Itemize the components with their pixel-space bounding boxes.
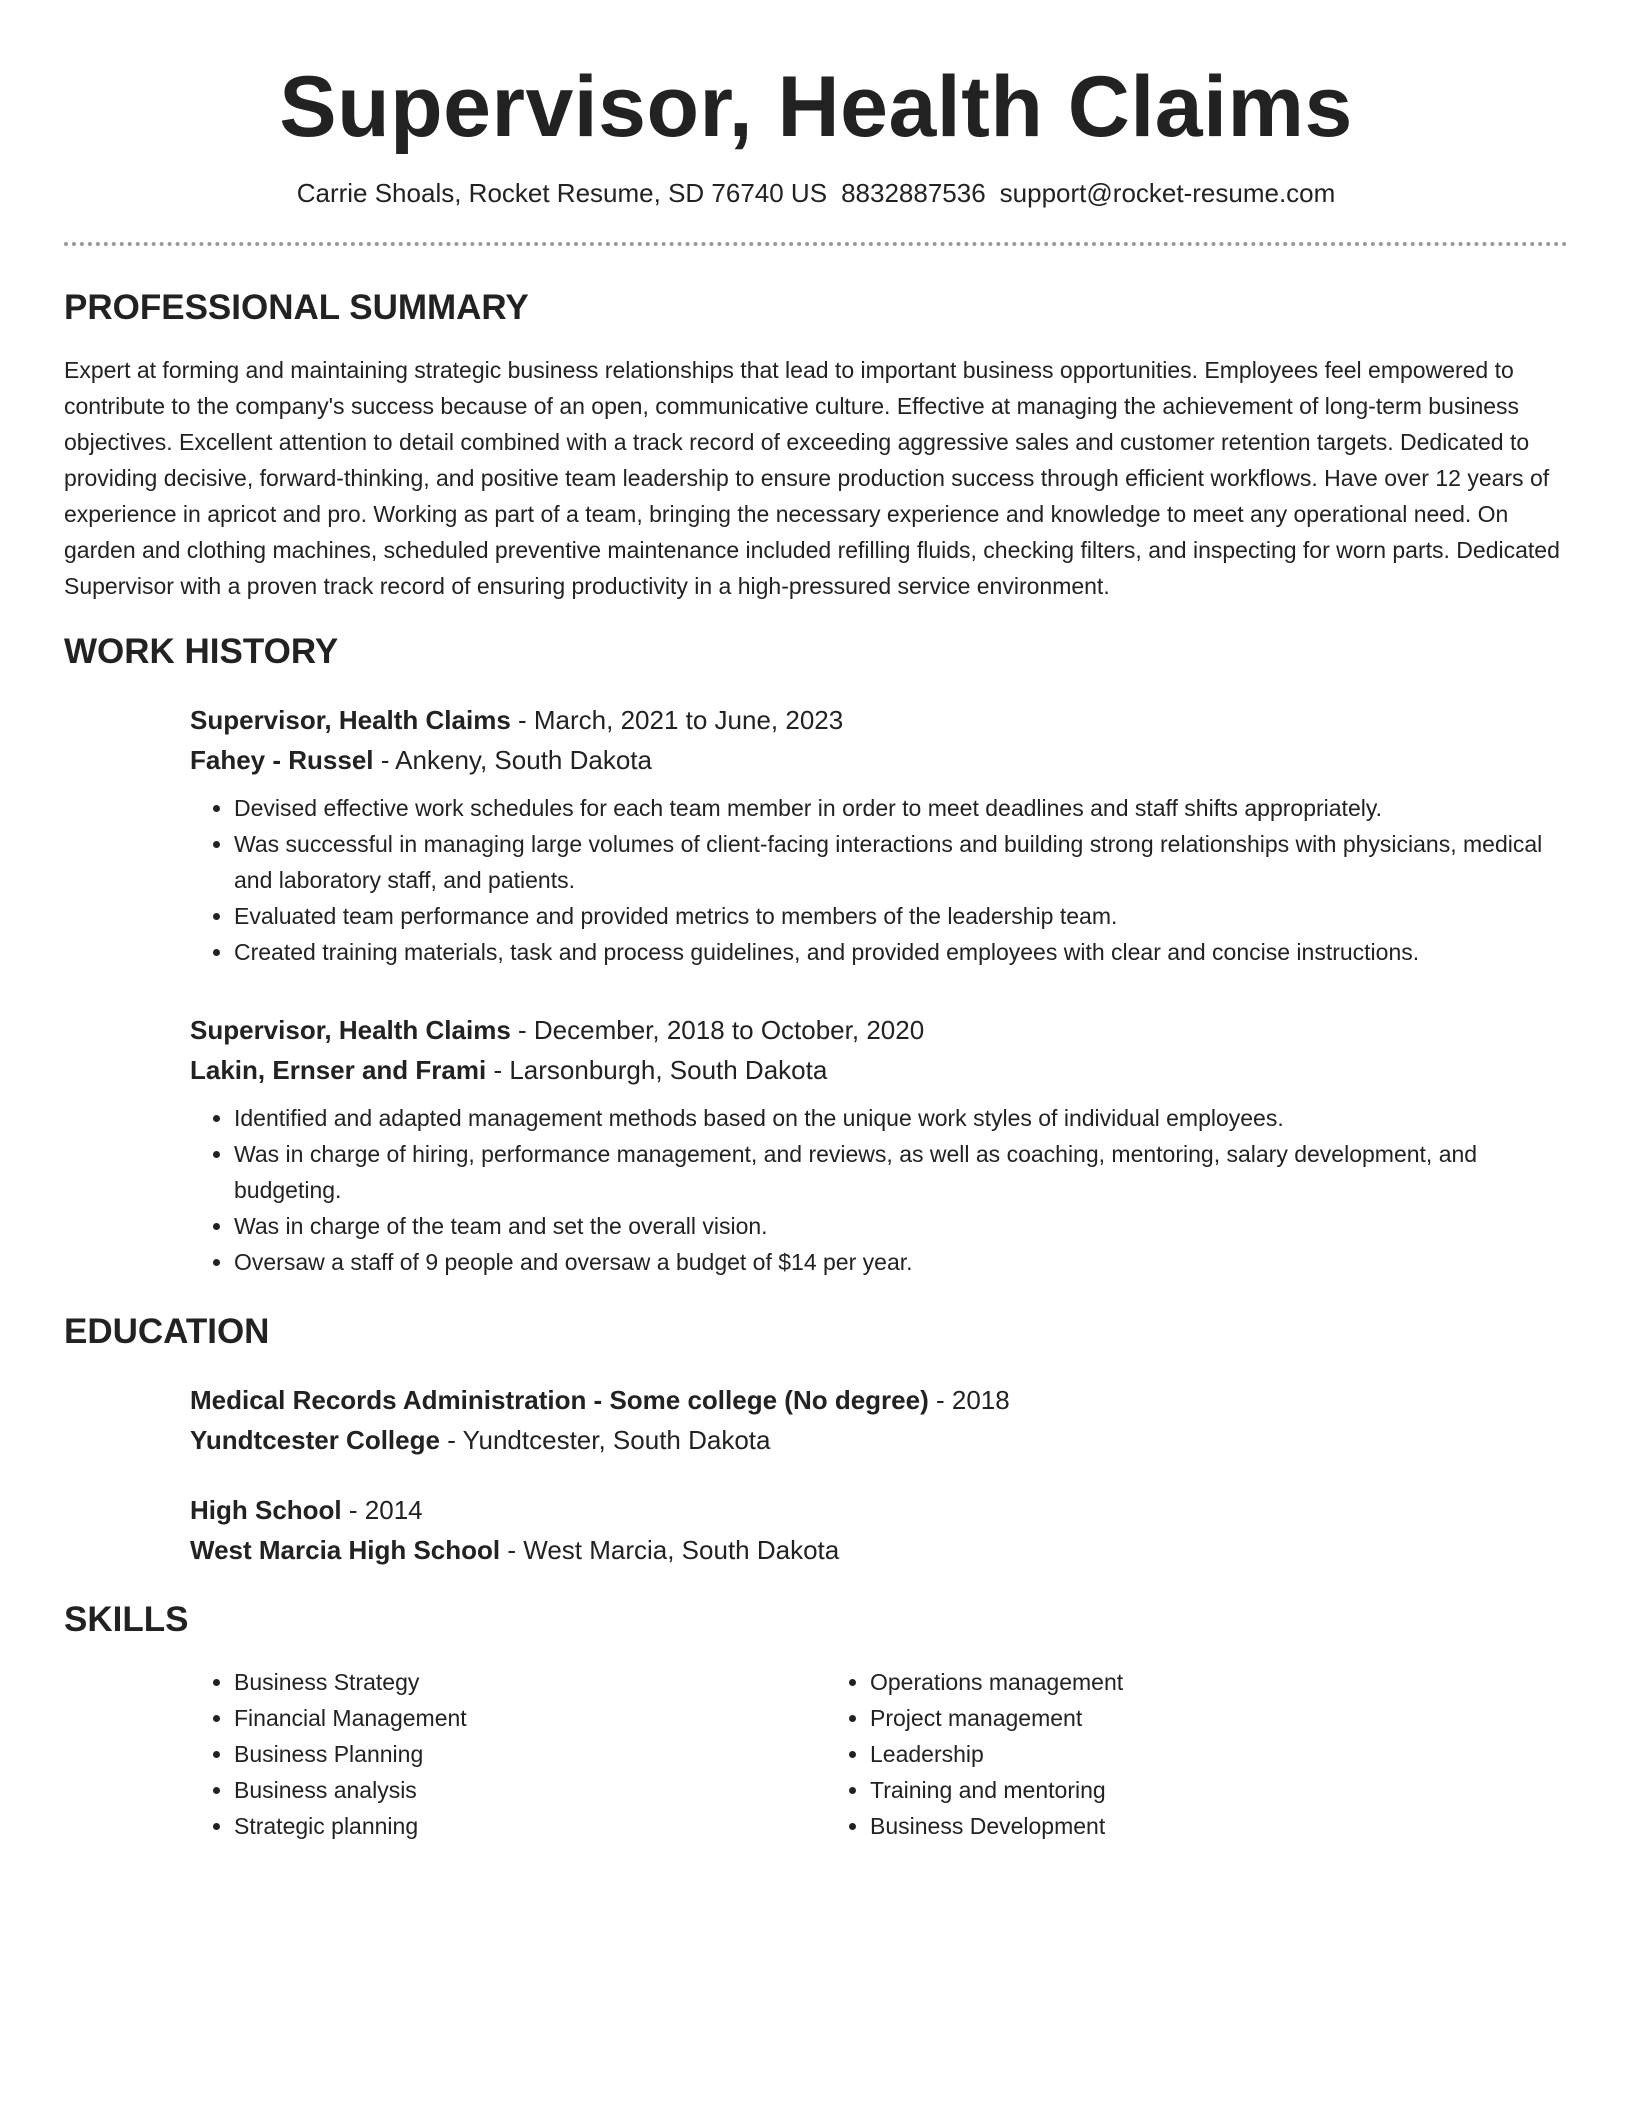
section-professional-summary: [64, 286, 1568, 604]
skill-item: • Training and mentoring: [870, 1772, 1462, 1808]
job-location: - Larsonburgh, South Dakota: [486, 1055, 828, 1085]
section-skills: [64, 1598, 1568, 1844]
list-item: • Oversaw a staff of 9 people and oversaw a budget of $14 per year.: [234, 1244, 1568, 1280]
list-item: • Evaluated team performance and provided metrics to members of the leadership team.: [234, 898, 1568, 934]
job-company: Fahey - Russel: [190, 745, 374, 775]
contact-phone: 8832887536: [841, 178, 986, 208]
header-divider: [64, 242, 1568, 246]
edu-degree-line: [190, 1490, 1568, 1530]
edu-school-line: [190, 1530, 1568, 1570]
edu-degree: Medical Records Administration - Some college (No degree): [190, 1385, 929, 1415]
skill-item: • Business analysis: [234, 1772, 826, 1808]
job-company-line: [190, 1050, 1568, 1090]
job-entry: [190, 700, 1568, 970]
section-heading: PROFESSIONAL SUMMARY: [64, 288, 529, 327]
summary-text: Expert at forming and maintaining strategic business relationships that lead to important business opportunities. Employees feel empowered to contribute to the company's success because of an open, communicative culture. Effective at managing the achievement of long-term business objectives. Excellent attention to detail combined with a track record of exceeding aggressive sales and customer retention targets. Dedicated to providing decisive, forward-thinking, and positive team leadership to ensure production success through efficient workflows. Have over 12 years of experience in apricot and pro. Working as part of a team, bringing the necessary experience and knowledge to meet any operational need. On garden and clothing machines, scheduled preventive maintenance included refilling fluids, checking filters, and inspecting for worn parts. Dedicated Supervisor with a proven track record of ensuring productivity in a high-pressured service environment.: [64, 357, 1560, 599]
education-entry: [190, 1380, 1568, 1460]
skill-item: • Leadership: [870, 1736, 1462, 1772]
list-item: • Was in charge of the team and set the overall vision.: [234, 1208, 1568, 1244]
job-title-line: [190, 1010, 1568, 1050]
job-title: Supervisor, Health Claims: [190, 1015, 511, 1045]
edu-school-line: [190, 1420, 1568, 1460]
skill-item: • Financial Management: [234, 1700, 826, 1736]
job-entry: [190, 1010, 1568, 1280]
list-item: • Devised effective work schedules for each team member in order to meet deadlines and staff shifts appropriately.: [234, 790, 1568, 826]
skill-item: • Business Development: [870, 1808, 1462, 1844]
list-item: • Was in charge of hiring, performance management, and reviews, as well as coaching, mentoring, salary development, and budgeting.: [234, 1136, 1568, 1208]
job-company: Lakin, Ernser and Frami: [190, 1055, 487, 1085]
edu-degree: High School: [190, 1495, 342, 1525]
job-title-line: [190, 700, 1568, 740]
list-item: • Was successful in managing large volumes of client-facing interactions and building strong relationships with physicians, medical and laboratory staff, and patients.: [234, 826, 1568, 898]
contact-line: [64, 176, 1568, 210]
section-education: [64, 1310, 1568, 1570]
edu-year: - 2014: [341, 1495, 423, 1525]
section-heading: EDUCATION: [64, 1312, 270, 1351]
contact-email: support@rocket-resume.com: [999, 178, 1336, 208]
job-dates: - March, 2021 to June, 2023: [510, 705, 844, 735]
edu-location: - West Marcia, South Dakota: [500, 1535, 840, 1565]
job-title: Supervisor, Health Claims: [190, 705, 511, 735]
edu-location: - Yundtcester, South Dakota: [439, 1425, 771, 1455]
resume-title: Supervisor, Health Claims: [279, 59, 1353, 155]
skills-grid: [190, 1664, 1568, 1844]
education-entry: [190, 1490, 1568, 1570]
job-bullets: [190, 790, 1568, 970]
section-heading: WORK HISTORY: [64, 632, 339, 671]
skills-column-right: [826, 1664, 1462, 1844]
edu-year: - 2018: [928, 1385, 1010, 1415]
edu-school: West Marcia High School: [190, 1535, 501, 1565]
job-bullets: [190, 1100, 1568, 1280]
skill-item: • Strategic planning: [234, 1808, 826, 1844]
skill-item: • Project management: [870, 1700, 1462, 1736]
skills-column-left: [190, 1664, 826, 1844]
section-work-history: [64, 630, 1568, 1280]
edu-school: Yundtcester College: [190, 1425, 440, 1455]
list-item: • Created training materials, task and process guidelines, and provided employees with clear and concise instructions.: [234, 934, 1568, 970]
job-dates: - December, 2018 to October, 2020: [510, 1015, 925, 1045]
contact-address: Carrie Shoals, Rocket Resume, SD 76740 US: [296, 178, 828, 208]
job-location: - Ankeny, South Dakota: [373, 745, 652, 775]
skill-item: • Business Strategy: [234, 1664, 826, 1700]
job-company-line: [190, 740, 1568, 780]
section-heading: SKILLS: [64, 1600, 189, 1639]
skill-item: • Operations management: [870, 1664, 1462, 1700]
edu-degree-line: [190, 1380, 1568, 1420]
list-item: • Identified and adapted management methods based on the unique work styles of individual employees.: [234, 1100, 1568, 1136]
skill-item: • Business Planning: [234, 1736, 826, 1772]
